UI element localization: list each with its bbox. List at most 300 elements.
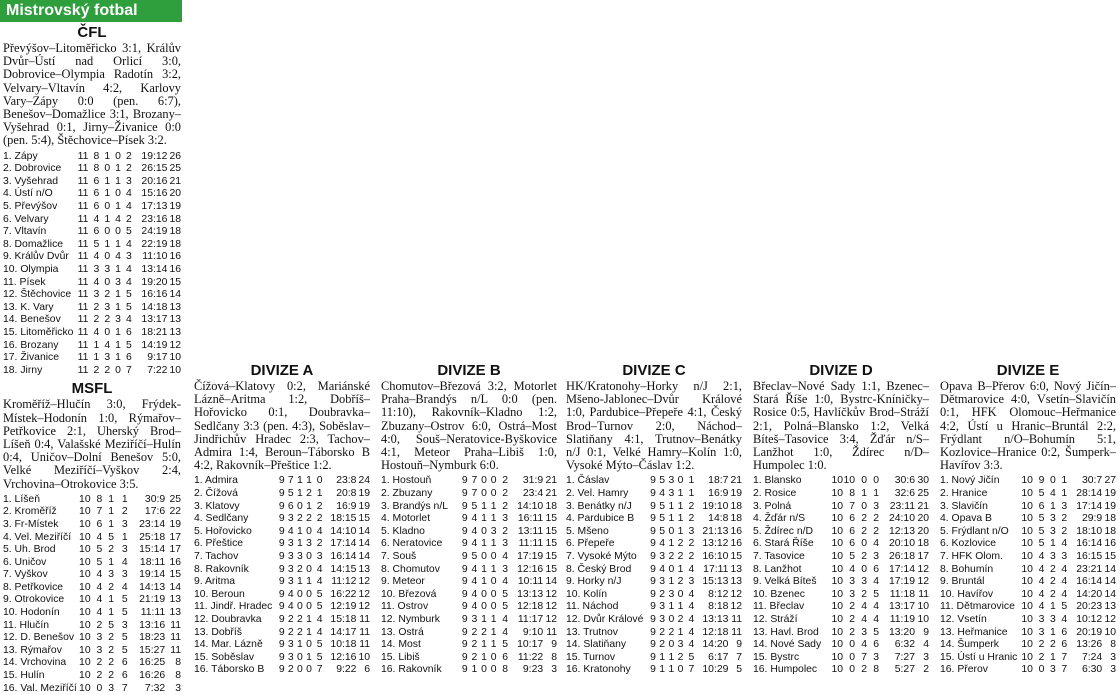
stat-cell: 11: [77, 150, 89, 162]
stat-cell: 0: [490, 576, 497, 588]
stat-cell: 26:15: [141, 163, 168, 175]
team-name: 17. Živanice: [3, 352, 60, 364]
stat-cell: 2: [502, 475, 508, 487]
stat-cell: 13: [169, 326, 181, 338]
stat-cell: 0: [481, 475, 487, 487]
team-name: 3. Klatovy: [194, 500, 240, 512]
stat-cell: 0: [481, 664, 487, 676]
team-name: 2. Hranice: [940, 488, 988, 500]
stat-cell: 7:32: [144, 682, 166, 694]
stat-cell: 9: [650, 639, 656, 651]
stat-cell: 12:18: [517, 601, 544, 613]
stat-cell: 5: [108, 619, 115, 631]
table-row: [566, 639, 742, 652]
stat-cell: 4: [873, 538, 879, 550]
table-row: [3, 327, 181, 340]
stat-cell: 10: [831, 550, 843, 562]
stat-cell: 14:19: [141, 339, 168, 351]
stat-cell: 2: [1049, 563, 1056, 575]
stat-cell: 2: [93, 364, 100, 376]
stat-cell: 2: [688, 538, 695, 550]
stat-cell: 2: [108, 670, 115, 682]
stat-cell: 26:18: [888, 550, 915, 562]
stat-cell: 1: [1049, 626, 1056, 638]
stat-cell: 1: [306, 613, 312, 625]
stat-cell: 2: [287, 664, 294, 676]
division-column: [940, 362, 1116, 677]
team-name: 9. Otrokovice: [3, 594, 65, 606]
table-row: [940, 475, 1116, 488]
stat-cell: 7: [287, 475, 294, 487]
team-name: 3. Benátky n/J: [566, 500, 632, 512]
table-row: [940, 564, 1116, 577]
stat-cell: 6: [96, 518, 103, 530]
stat-cell: 0: [481, 588, 487, 600]
team-name: 2. Rosice: [753, 488, 797, 500]
stat-cell: 3: [121, 619, 128, 631]
stat-cell: 2: [1038, 639, 1045, 651]
stat-cell: 11:12: [331, 576, 357, 588]
stat-cell: 12:19: [330, 601, 357, 613]
stat-cell: 0: [490, 651, 497, 663]
stat-cell: 9: [278, 601, 285, 613]
stat-cell: 12: [1104, 613, 1116, 625]
stat-cell: 16:26: [139, 670, 166, 682]
team-name: 11. Náchod: [566, 601, 619, 613]
table-row: [3, 239, 181, 252]
stat-cell: 11: [77, 251, 89, 263]
stat-cell: 9: [461, 601, 468, 613]
stat-cell: 10: [831, 664, 843, 676]
stat-cell: 3: [287, 639, 294, 651]
stat-cell: 1: [104, 175, 111, 187]
stat-cell: 24:10: [888, 513, 915, 525]
team-name: 9. Králův Dvůr: [3, 251, 69, 263]
stat-cell: 7: [125, 364, 132, 376]
table-row: [194, 475, 370, 488]
stat-cell: 11: [170, 619, 181, 631]
team-name: 8. Domažlice: [3, 238, 64, 250]
stat-cell: 9:10: [522, 626, 544, 638]
table-row: [3, 277, 181, 290]
team-name: 1. Admira: [194, 475, 238, 487]
stat-cell: 6: [502, 651, 508, 663]
stat-cell: 3: [668, 475, 675, 487]
stat-cell: 6: [93, 188, 100, 200]
stat-cell: 2: [659, 639, 666, 651]
stat-cell: 2: [861, 588, 867, 600]
team-name: 1. Zápy: [3, 150, 38, 162]
team-name: 12. Stráží: [753, 613, 798, 625]
stat-cell: 30:6: [894, 475, 915, 487]
stat-cell: 6: [121, 670, 128, 682]
team-name: 15. Hulín: [3, 670, 45, 682]
stat-cell: 16:16: [141, 289, 168, 301]
table-row: [3, 151, 181, 164]
stat-cell: 3: [849, 588, 855, 600]
stat-cell: 26: [169, 150, 181, 162]
table-row: [194, 551, 370, 564]
stat-cell: 5: [502, 588, 508, 600]
stat-cell: 1: [115, 263, 121, 275]
stat-cell: 1: [115, 201, 121, 212]
stat-cell: 11: [77, 301, 89, 313]
team-name: 10. Olympia: [3, 263, 59, 275]
stat-cell: 3: [659, 550, 666, 562]
stat-cell: 2: [287, 613, 294, 625]
stat-cell: 6:30: [1081, 664, 1103, 676]
table-row: [381, 639, 557, 652]
table-row: [940, 513, 1116, 526]
stat-cell: 3: [677, 639, 684, 651]
stat-cell: 0: [849, 664, 855, 676]
stat-cell: 16:14: [330, 550, 357, 562]
stat-cell: 6: [125, 352, 132, 364]
team-name: 6. Přepeře: [566, 538, 615, 550]
msfl-results: Kroměříž–Hlučín 3:0, Frýdek-Místek–Hodonín 1:0, Rýmařov–Petřkovice 2:1, Uherský Brod–Líšeň 0:4, Valašské Meziříčí–Hulín 0:4, Uničov–Dolní Benešov 5:0, Velké Meziříčí–Vyškov 2:4, Vrchovina–Otrokovice 3:5.: [3, 397, 181, 491]
stat-cell: 0: [104, 201, 111, 212]
team-name: 11. Hlučín: [3, 619, 50, 631]
stat-cell: 24:19: [141, 226, 168, 238]
stat-cell: 1: [677, 626, 684, 638]
stat-cell: 13:17: [888, 601, 915, 613]
stat-cell: 9: [650, 613, 656, 625]
table-row: [194, 601, 370, 614]
stat-cell: 3: [96, 632, 103, 644]
stat-cell: 16:11: [517, 513, 544, 525]
table-row: [381, 627, 557, 640]
team-name: 1. Hostouň: [381, 475, 432, 487]
stat-cell: 11:19: [889, 613, 915, 625]
stat-cell: 5: [502, 601, 508, 613]
stat-cell: 5: [316, 639, 323, 651]
stat-cell: 16: [730, 538, 742, 550]
stat-cell: 0: [104, 276, 111, 288]
stat-cell: 14: [358, 525, 370, 537]
division-standings-table: [566, 475, 742, 677]
stat-cell: 0: [481, 525, 487, 537]
stat-cell: 3: [502, 538, 508, 550]
stat-cell: 3: [96, 644, 103, 656]
stat-cell: 1: [490, 500, 497, 512]
stat-cell: 10: [831, 613, 843, 625]
stat-cell: 12: [917, 563, 929, 575]
stat-cell: 2: [688, 513, 695, 525]
stat-cell: 1: [490, 538, 497, 550]
stat-cell: 1: [481, 613, 487, 625]
stat-cell: 23:21: [1076, 563, 1103, 575]
stat-cell: 22: [169, 506, 181, 518]
stat-cell: 3: [659, 576, 666, 588]
stat-cell: 4: [287, 601, 294, 613]
table-row: [566, 526, 742, 539]
table-row: [753, 526, 929, 539]
stat-cell: 10:11: [517, 576, 544, 588]
stat-cell: 16:14: [1076, 576, 1103, 588]
team-name: 15. Turnov: [566, 651, 616, 663]
stat-cell: 7: [849, 500, 855, 512]
table-row: [566, 564, 742, 577]
stat-cell: 11: [77, 163, 89, 175]
stat-cell: 1: [115, 352, 121, 364]
team-name: 9. Bruntál: [940, 576, 985, 588]
table-row: [3, 340, 181, 353]
stat-cell: 0: [861, 475, 867, 487]
table-row: [940, 664, 1116, 677]
team-name: 13. Dobříš: [194, 626, 242, 638]
division-title: DIVIZE C: [622, 362, 686, 379]
stat-cell: 1: [490, 563, 497, 575]
table-row: [753, 551, 929, 564]
stat-cell: 3: [306, 538, 312, 550]
division-title: DIVIZE B: [437, 362, 501, 379]
stat-cell: 10: [831, 588, 843, 600]
table-row: [3, 226, 181, 239]
team-name: 12. Doubravka: [194, 613, 262, 625]
stat-cell: 2: [677, 651, 684, 663]
stat-cell: 27: [1104, 475, 1116, 487]
stat-cell: 5: [125, 226, 132, 238]
table-row: [753, 475, 929, 488]
stat-cell: 6: [1061, 626, 1068, 638]
team-name: 13. Havl. Brod: [753, 626, 819, 638]
stat-cell: 4: [316, 576, 323, 588]
stat-cell: 2: [1049, 639, 1056, 651]
team-name: 12. Štěchovice: [3, 289, 72, 301]
stat-cell: 5: [108, 531, 115, 543]
stat-cell: 8: [93, 150, 100, 162]
stat-cell: 13:26: [1076, 639, 1103, 651]
team-name: 13. Heřmanice: [940, 626, 1008, 638]
stat-cell: 4: [471, 563, 478, 575]
stat-cell: 11: [77, 326, 89, 338]
stat-cell: 5: [659, 513, 666, 525]
stat-cell: 5: [121, 632, 128, 644]
team-name: 4. Pardubice B: [566, 513, 635, 525]
team-name: 4. Opava B: [940, 513, 992, 525]
stat-cell: 0: [481, 601, 487, 613]
stat-cell: 9: [650, 651, 656, 663]
stat-cell: 18: [730, 513, 742, 525]
stat-cell: 4: [471, 525, 478, 537]
stat-cell: 1: [306, 500, 312, 512]
stat-cell: 3: [108, 569, 115, 581]
division-title: DIVIZE E: [996, 362, 1060, 379]
table-row: [194, 501, 370, 514]
stat-cell: 3: [1061, 500, 1068, 512]
stat-cell: 9: [278, 500, 285, 512]
stat-cell: 2: [96, 670, 103, 682]
stat-cell: 9: [461, 525, 468, 537]
stat-cell: 3: [1110, 664, 1116, 676]
stat-cell: 9: [650, 664, 656, 676]
table-row: [3, 201, 181, 214]
table-row: [3, 494, 181, 507]
stat-cell: 16: [169, 556, 181, 568]
team-name: 7. Vltavín: [3, 226, 47, 238]
stat-cell: 3: [923, 651, 929, 663]
stat-cell: 9: [650, 488, 656, 500]
stat-cell: 30:7: [1081, 475, 1103, 487]
stat-cell: 21: [917, 500, 929, 512]
table-row: [940, 589, 1116, 602]
stat-cell: 13:20: [888, 626, 915, 638]
table-row: [194, 576, 370, 589]
stat-cell: 0: [306, 525, 312, 537]
stat-cell: 16: [730, 525, 742, 537]
stat-cell: 1: [677, 500, 684, 512]
stat-cell: 2: [849, 601, 855, 613]
stat-cell: 17:11: [703, 563, 729, 575]
stat-cell: 8: [551, 651, 557, 663]
stat-cell: 2: [108, 581, 115, 593]
stat-cell: 2: [108, 644, 115, 656]
table-row: [753, 576, 929, 589]
stat-cell: 3: [1038, 626, 1045, 638]
stat-cell: 3: [861, 626, 867, 638]
stat-cell: 2: [108, 544, 115, 556]
stat-cell: 2: [502, 500, 508, 512]
table-row: [940, 614, 1116, 627]
stat-cell: 12: [358, 601, 370, 613]
stat-cell: 1: [297, 525, 303, 537]
stat-cell: 2: [125, 163, 132, 175]
stat-cell: 11:11: [518, 538, 544, 550]
stat-cell: 0: [297, 601, 303, 613]
stat-cell: 4: [861, 613, 867, 625]
stat-cell: 11: [77, 289, 89, 301]
stat-cell: 4: [923, 639, 929, 651]
stat-cell: 17:14: [1076, 500, 1103, 512]
stat-cell: 0: [490, 588, 497, 600]
table-row: [753, 538, 929, 551]
stat-cell: 2: [677, 538, 684, 550]
stat-cell: 14: [169, 289, 181, 301]
stat-cell: 4: [861, 601, 867, 613]
stat-cell: 0: [1049, 475, 1056, 487]
stat-cell: 2: [104, 314, 111, 326]
table-row: [753, 513, 929, 526]
stat-cell: 13: [169, 314, 181, 326]
stat-cell: 1: [677, 601, 684, 613]
stat-cell: 0: [677, 588, 684, 600]
team-name: 2. Dobrovice: [3, 163, 62, 175]
stat-cell: 7:22: [147, 364, 168, 376]
stat-cell: 0: [297, 588, 303, 600]
stat-cell: 4: [688, 588, 695, 600]
stat-cell: 3: [1049, 664, 1056, 676]
stat-cell: 9: [461, 475, 468, 487]
stat-cell: 1: [677, 525, 684, 537]
msfl-title: MSFL: [71, 380, 113, 398]
stat-cell: 4: [1038, 601, 1045, 613]
stat-cell: 15: [1104, 550, 1116, 562]
stat-cell: 5: [121, 594, 128, 606]
stat-cell: 1: [668, 601, 675, 613]
division-column: [381, 362, 557, 677]
team-name: 1. Líšeň: [3, 493, 40, 505]
stat-cell: 4: [1061, 588, 1068, 600]
stat-cell: 11: [170, 644, 181, 656]
stat-cell: 11: [546, 626, 557, 638]
table-row: [194, 627, 370, 640]
stat-cell: 10: [831, 538, 843, 550]
stat-cell: 11:11: [140, 607, 166, 619]
table-row: [194, 664, 370, 677]
division-results: Opava B–Přerov 6:0, Nový Jičín–Dětmarovice 4:0, Vsetín–Slavičín 0:1, HFK Olomouc–Heřmanice 4:2, Ústí u Hranic–Bruntál 2:2, Frýdlant n/O–Bohumín 5:1, Kozlovice–Hranice 0:2, Šumperk–Havířov 3:3.: [940, 379, 1116, 473]
stat-cell: 0: [849, 639, 855, 651]
stat-cell: 11: [731, 626, 742, 638]
stat-cell: 6:32: [894, 639, 915, 651]
stat-cell: 13: [1104, 601, 1116, 613]
stat-cell: 3: [490, 525, 497, 537]
stat-cell: 9: [650, 513, 656, 525]
stat-cell: 11: [77, 213, 89, 225]
stat-cell: 25: [917, 488, 929, 500]
stat-cell: 10: [1021, 613, 1033, 625]
stat-cell: 10: [917, 601, 929, 613]
stat-cell: 1: [108, 556, 115, 568]
stat-cell: 3: [849, 576, 855, 588]
stat-cell: 2: [481, 626, 487, 638]
stat-cell: 29:9: [1081, 513, 1103, 525]
stat-cell: 2: [297, 563, 303, 575]
team-name: 1. Čáslav: [566, 475, 610, 487]
stat-cell: 0: [96, 682, 103, 694]
table-row: [3, 569, 181, 582]
stat-cell: 1: [481, 651, 487, 663]
stat-cell: 24: [358, 475, 370, 487]
stat-cell: 17:14: [888, 563, 915, 575]
stat-cell: 1: [121, 531, 128, 543]
stat-cell: 10: [1021, 626, 1033, 638]
stat-cell: 2: [923, 664, 929, 676]
stat-cell: 4: [93, 213, 100, 225]
stat-cell: 18: [169, 238, 181, 250]
stat-cell: 1: [297, 475, 303, 487]
stat-cell: 14: [358, 538, 370, 550]
stat-cell: 2: [1049, 576, 1056, 588]
stat-cell: 0: [306, 588, 312, 600]
stat-cell: 5: [316, 588, 323, 600]
division-standings-table: [381, 475, 557, 677]
team-name: 12. Dvůr Králové: [566, 613, 644, 625]
team-name: 8. Petřkovice: [3, 581, 64, 593]
table-row: [3, 314, 181, 327]
stat-cell: 30: [917, 475, 929, 487]
stat-cell: 13: [730, 563, 742, 575]
stat-cell: 1: [668, 513, 675, 525]
stat-cell: 2: [96, 657, 103, 669]
stat-cell: 16: [1104, 538, 1116, 550]
stat-cell: 4: [125, 188, 132, 200]
stat-cell: 21:19: [139, 594, 166, 606]
team-name: 10. Havířov: [940, 588, 994, 600]
stat-cell: 3: [93, 263, 100, 275]
table-row: [940, 627, 1116, 640]
stat-cell: 1: [115, 175, 121, 187]
stat-cell: 2: [861, 525, 867, 537]
stat-cell: 11: [77, 226, 89, 238]
stat-cell: 10:12: [1076, 613, 1103, 625]
stat-cell: 2: [316, 513, 323, 525]
stat-cell: 0: [306, 664, 312, 676]
team-name: 15. Litoměřicko: [3, 326, 74, 338]
stat-cell: 0: [861, 563, 867, 575]
team-name: 16. Brozany: [3, 339, 59, 351]
stat-cell: 2: [688, 500, 695, 512]
table-row: [381, 488, 557, 501]
